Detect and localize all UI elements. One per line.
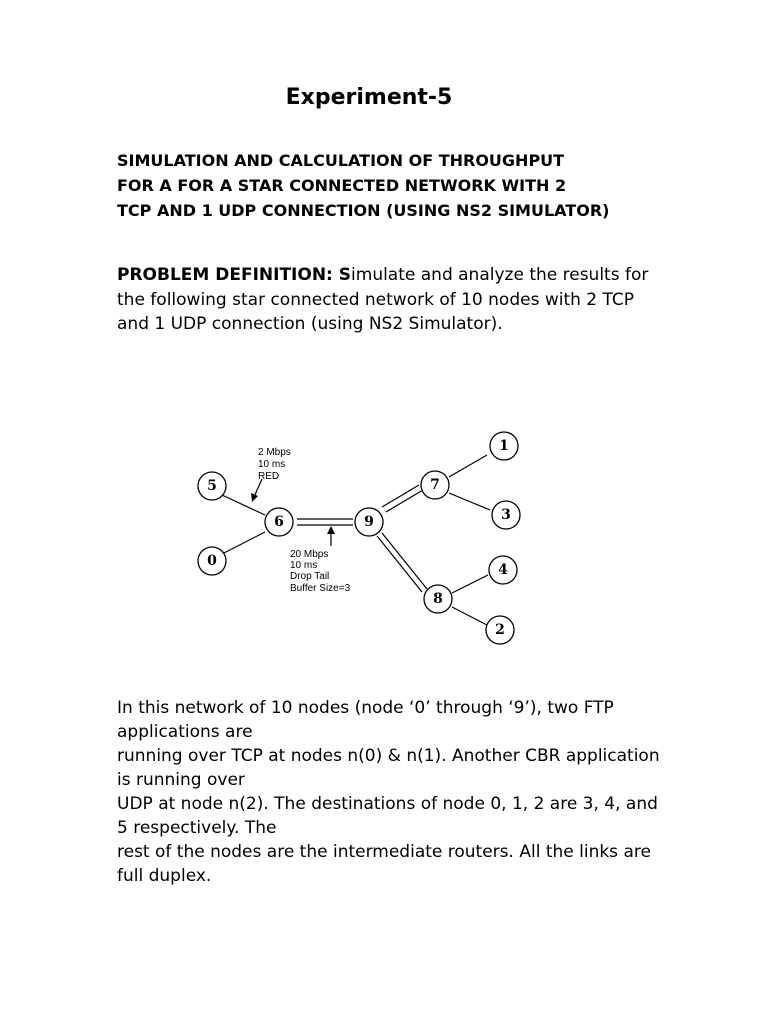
annotation-text: Buffer Size=3 xyxy=(290,583,351,594)
link-8-4 xyxy=(452,575,488,593)
node-label-6: 6 xyxy=(274,514,284,530)
annotation-text: 10 ms xyxy=(290,560,318,571)
node-label-9: 9 xyxy=(364,514,374,530)
node-label-1: 1 xyxy=(499,438,509,454)
link-5-6 xyxy=(222,495,265,515)
body-line: In this network of 10 nodes (node ‘0’ through ‘9’), two FTP xyxy=(117,698,614,718)
body-line: running over TCP at nodes n(0) & n(1). Another CBR application xyxy=(117,746,660,766)
node-label-2: 2 xyxy=(495,622,505,638)
link-8-2 xyxy=(452,607,487,625)
annotation-text: Drop Tail xyxy=(290,571,330,582)
body-line: 5 respectively. The xyxy=(117,818,277,838)
link-annotation-bottom xyxy=(290,549,351,594)
body-line: full duplex. xyxy=(117,866,212,886)
network-diagram-svg xyxy=(195,425,535,650)
link-0-6 xyxy=(222,532,265,554)
heading-line: FOR A FOR A STAR CONNECTED NETWORK WITH 2 xyxy=(117,176,567,195)
annotation-text: 10 ms xyxy=(258,459,286,470)
link-annotation-top xyxy=(258,447,291,482)
heading-line: TCP AND 1 UDP CONNECTION (USING NS2 SIMULATOR) xyxy=(117,201,610,220)
experiment-heading xyxy=(117,148,717,223)
problem-lead-letter: S xyxy=(338,265,352,285)
annotation-text: 2 Mbps xyxy=(258,447,291,458)
node-label-3: 3 xyxy=(501,507,511,523)
link-7-1 xyxy=(449,455,487,477)
body-line: UDP at node n(2). The destinations of node 0, 1, 2 are 3, 4, and xyxy=(117,794,658,814)
arrow-top-head xyxy=(251,493,258,502)
network-diagram xyxy=(195,425,535,650)
link-9-8-b xyxy=(382,533,427,589)
link-7-3 xyxy=(449,493,490,510)
link-9-8-a xyxy=(377,536,422,592)
node-label-4: 4 xyxy=(498,562,508,578)
body-paragraph xyxy=(117,696,662,888)
annotation-text: 20 Mbps xyxy=(290,549,329,560)
body-line: applications are xyxy=(117,722,253,742)
body-line: rest of the nodes are the intermediate routers. All the links are xyxy=(117,842,651,862)
problem-label: PROBLEM DEFINITION: xyxy=(117,265,339,285)
problem-text: imulate and analyze the results for the following star connected network of 10 nodes with 2 TCP and 1 UDP connection (using NS2 Simulator). xyxy=(117,265,649,334)
node-label-0: 0 xyxy=(207,553,217,569)
node-label-7: 7 xyxy=(430,477,440,493)
arrow-bottom-head xyxy=(327,526,335,534)
page-title: Experiment-5 xyxy=(285,85,453,110)
annotation-text: RED xyxy=(258,471,280,482)
body-line: is running over xyxy=(117,770,245,790)
heading-line: SIMULATION AND CALCULATION OF THROUGHPUT xyxy=(117,151,565,170)
node-label-8: 8 xyxy=(433,591,443,607)
node-label-5: 5 xyxy=(207,478,217,494)
problem-definition xyxy=(117,263,662,337)
